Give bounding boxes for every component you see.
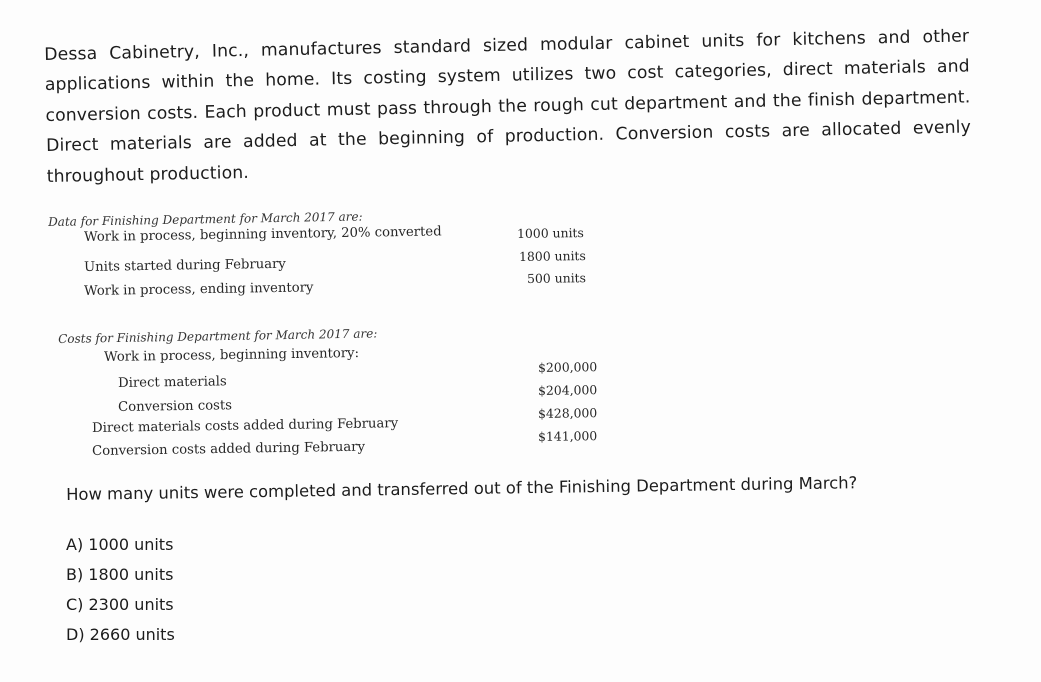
- costs-row-value: $200,000: [538, 359, 598, 375]
- costs-row-label: Conversion costs added during February: [92, 439, 366, 459]
- answer-option-b[interactable]: B) 1800 units: [66, 565, 174, 584]
- answer-option-d[interactable]: D) 2660 units: [66, 625, 175, 644]
- problem-intro: Dessa Cabinetry, Inc., manufactures standard sized modular cabinet units for kitchens and other applications within the home. Its costing system utilizes two cost categories, direct materials and conversion costs. Each product must pass through the rough cut department and the finish department. Direct materials are added at the beginning of production. Conversion costs are allocated evenly throughout production.: [44, 26, 972, 187]
- answer-option-a[interactable]: A) 1000 units: [66, 535, 174, 554]
- costs-section-heading: Costs for Finishing Department for March 2017 are:: [58, 326, 378, 346]
- data-section-heading: Data for Finishing Department for March 2017 are:: [48, 209, 363, 229]
- costs-row-label: Direct materials: [118, 374, 227, 391]
- costs-row-value: $141,000: [538, 428, 598, 444]
- costs-row-label: Conversion costs: [118, 398, 233, 415]
- data-row-label: Work in process, beginning inventory, 20% converted: [84, 224, 442, 245]
- question-text: How many units were completed and transferred out of the Finishing Department during March?: [66, 473, 858, 504]
- data-row-label: Work in process, ending inventory: [84, 280, 314, 299]
- data-row-value: 1800 units: [519, 248, 586, 264]
- data-row-label: Units started during February: [84, 256, 286, 275]
- costs-row-value: $204,000: [538, 382, 598, 398]
- costs-wip-label: Work in process, beginning inventory:: [104, 345, 360, 365]
- answer-option-c[interactable]: C) 2300 units: [66, 595, 174, 614]
- data-row-value: 1000 units: [517, 225, 584, 241]
- costs-row-label: Direct materials costs added during February: [92, 416, 399, 436]
- data-row-value: 500 units: [527, 270, 587, 286]
- costs-row-value: $428,000: [538, 405, 598, 421]
